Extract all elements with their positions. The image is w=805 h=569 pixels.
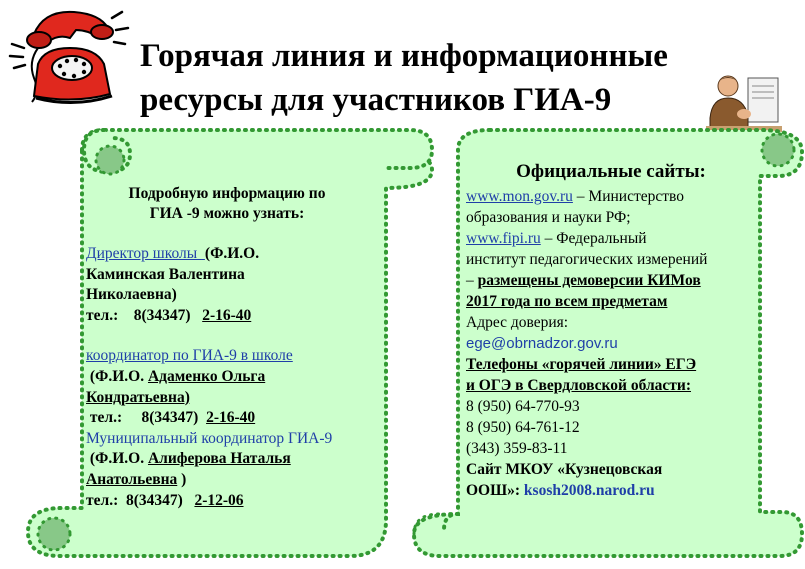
- hotline-phone-3: (343) 359-83-11: [466, 440, 568, 457]
- left-heading-line-1: Подробную информацию по: [128, 185, 326, 202]
- director-name-pre: (Ф.И.О.: [204, 245, 260, 262]
- coord-phone: тел.: 8(34347) 2-16-40: [89, 409, 256, 427]
- hotline-phone-1: 8 (950) 64-770-93: [466, 398, 580, 415]
- site2-link[interactable]: www.fipi.ru: [466, 230, 541, 247]
- muni-link[interactable]: Муниципальный координатор ГИА-9: [86, 429, 333, 447]
- director-phone: тел.: 8(34347) 2-16-40: [86, 306, 252, 324]
- demo-line-1: – размещены демоверсии КИМов: [466, 272, 701, 289]
- director-name-line-2: Каминская Валентина: [86, 265, 245, 283]
- left-heading: [86, 184, 368, 224]
- trust-email[interactable]: ege@obrnadzor.gov.ru: [466, 335, 618, 352]
- coord-name-line-2: Кондратьевна): [86, 388, 190, 406]
- muni-name-line-2: Анатольевна ): [86, 470, 187, 488]
- site1-desc-line-2: образования и науки РФ;: [466, 209, 631, 226]
- left-panel: [86, 184, 386, 511]
- site1-line: www.mon.gov.ru – Министерство: [466, 188, 684, 205]
- trust-label: Адрес доверия:: [466, 314, 569, 331]
- director-name-line-3: Николаевна): [86, 286, 177, 304]
- school-site-line-1: Сайт МКОУ «Кузнецовская: [466, 461, 663, 478]
- site1-link[interactable]: www.mon.gov.ru: [466, 188, 573, 205]
- site2-desc-line-2: институт педагогических измерений: [466, 251, 708, 268]
- hotline-phone-2: 8 (950) 64-761-12: [466, 419, 580, 436]
- hotline-line-2: и ОГЭ в Свердловской области:: [466, 377, 691, 394]
- school-site-url[interactable]: ksosh2008.narod.ru: [523, 482, 655, 499]
- demo-line-2: 2017 года по всем предметам: [466, 293, 668, 310]
- coord-link[interactable]: координатор по ГИА-9 в школе: [86, 347, 293, 365]
- hotline-line-1: Телефоны «горячей линии» ЕГЭ: [466, 356, 697, 373]
- muni-name: (Ф.И.О. Алиферова Наталья: [89, 450, 291, 468]
- director-line: [86, 244, 386, 265]
- school-site-line-2: ООШ»: ksosh2008.narod.ru: [466, 482, 655, 499]
- coord-name: (Ф.И.О. Адаменко Ольга: [89, 367, 266, 385]
- left-heading-line-2: ГИА -9 можно узнать:: [149, 205, 305, 222]
- title-line-1: Горячая линия и информационные: [140, 38, 668, 74]
- title-line-2: ресурсы для участников ГИА-9: [140, 82, 612, 118]
- right-panel: [466, 160, 756, 501]
- muni-phone: тел.: 8(34347) 2-12-06: [86, 491, 244, 509]
- director-link[interactable]: Директор школы: [86, 245, 202, 262]
- site2-line: www.fipi.ru – Федеральный: [466, 230, 647, 247]
- right-heading: Официальные сайты:: [516, 161, 706, 182]
